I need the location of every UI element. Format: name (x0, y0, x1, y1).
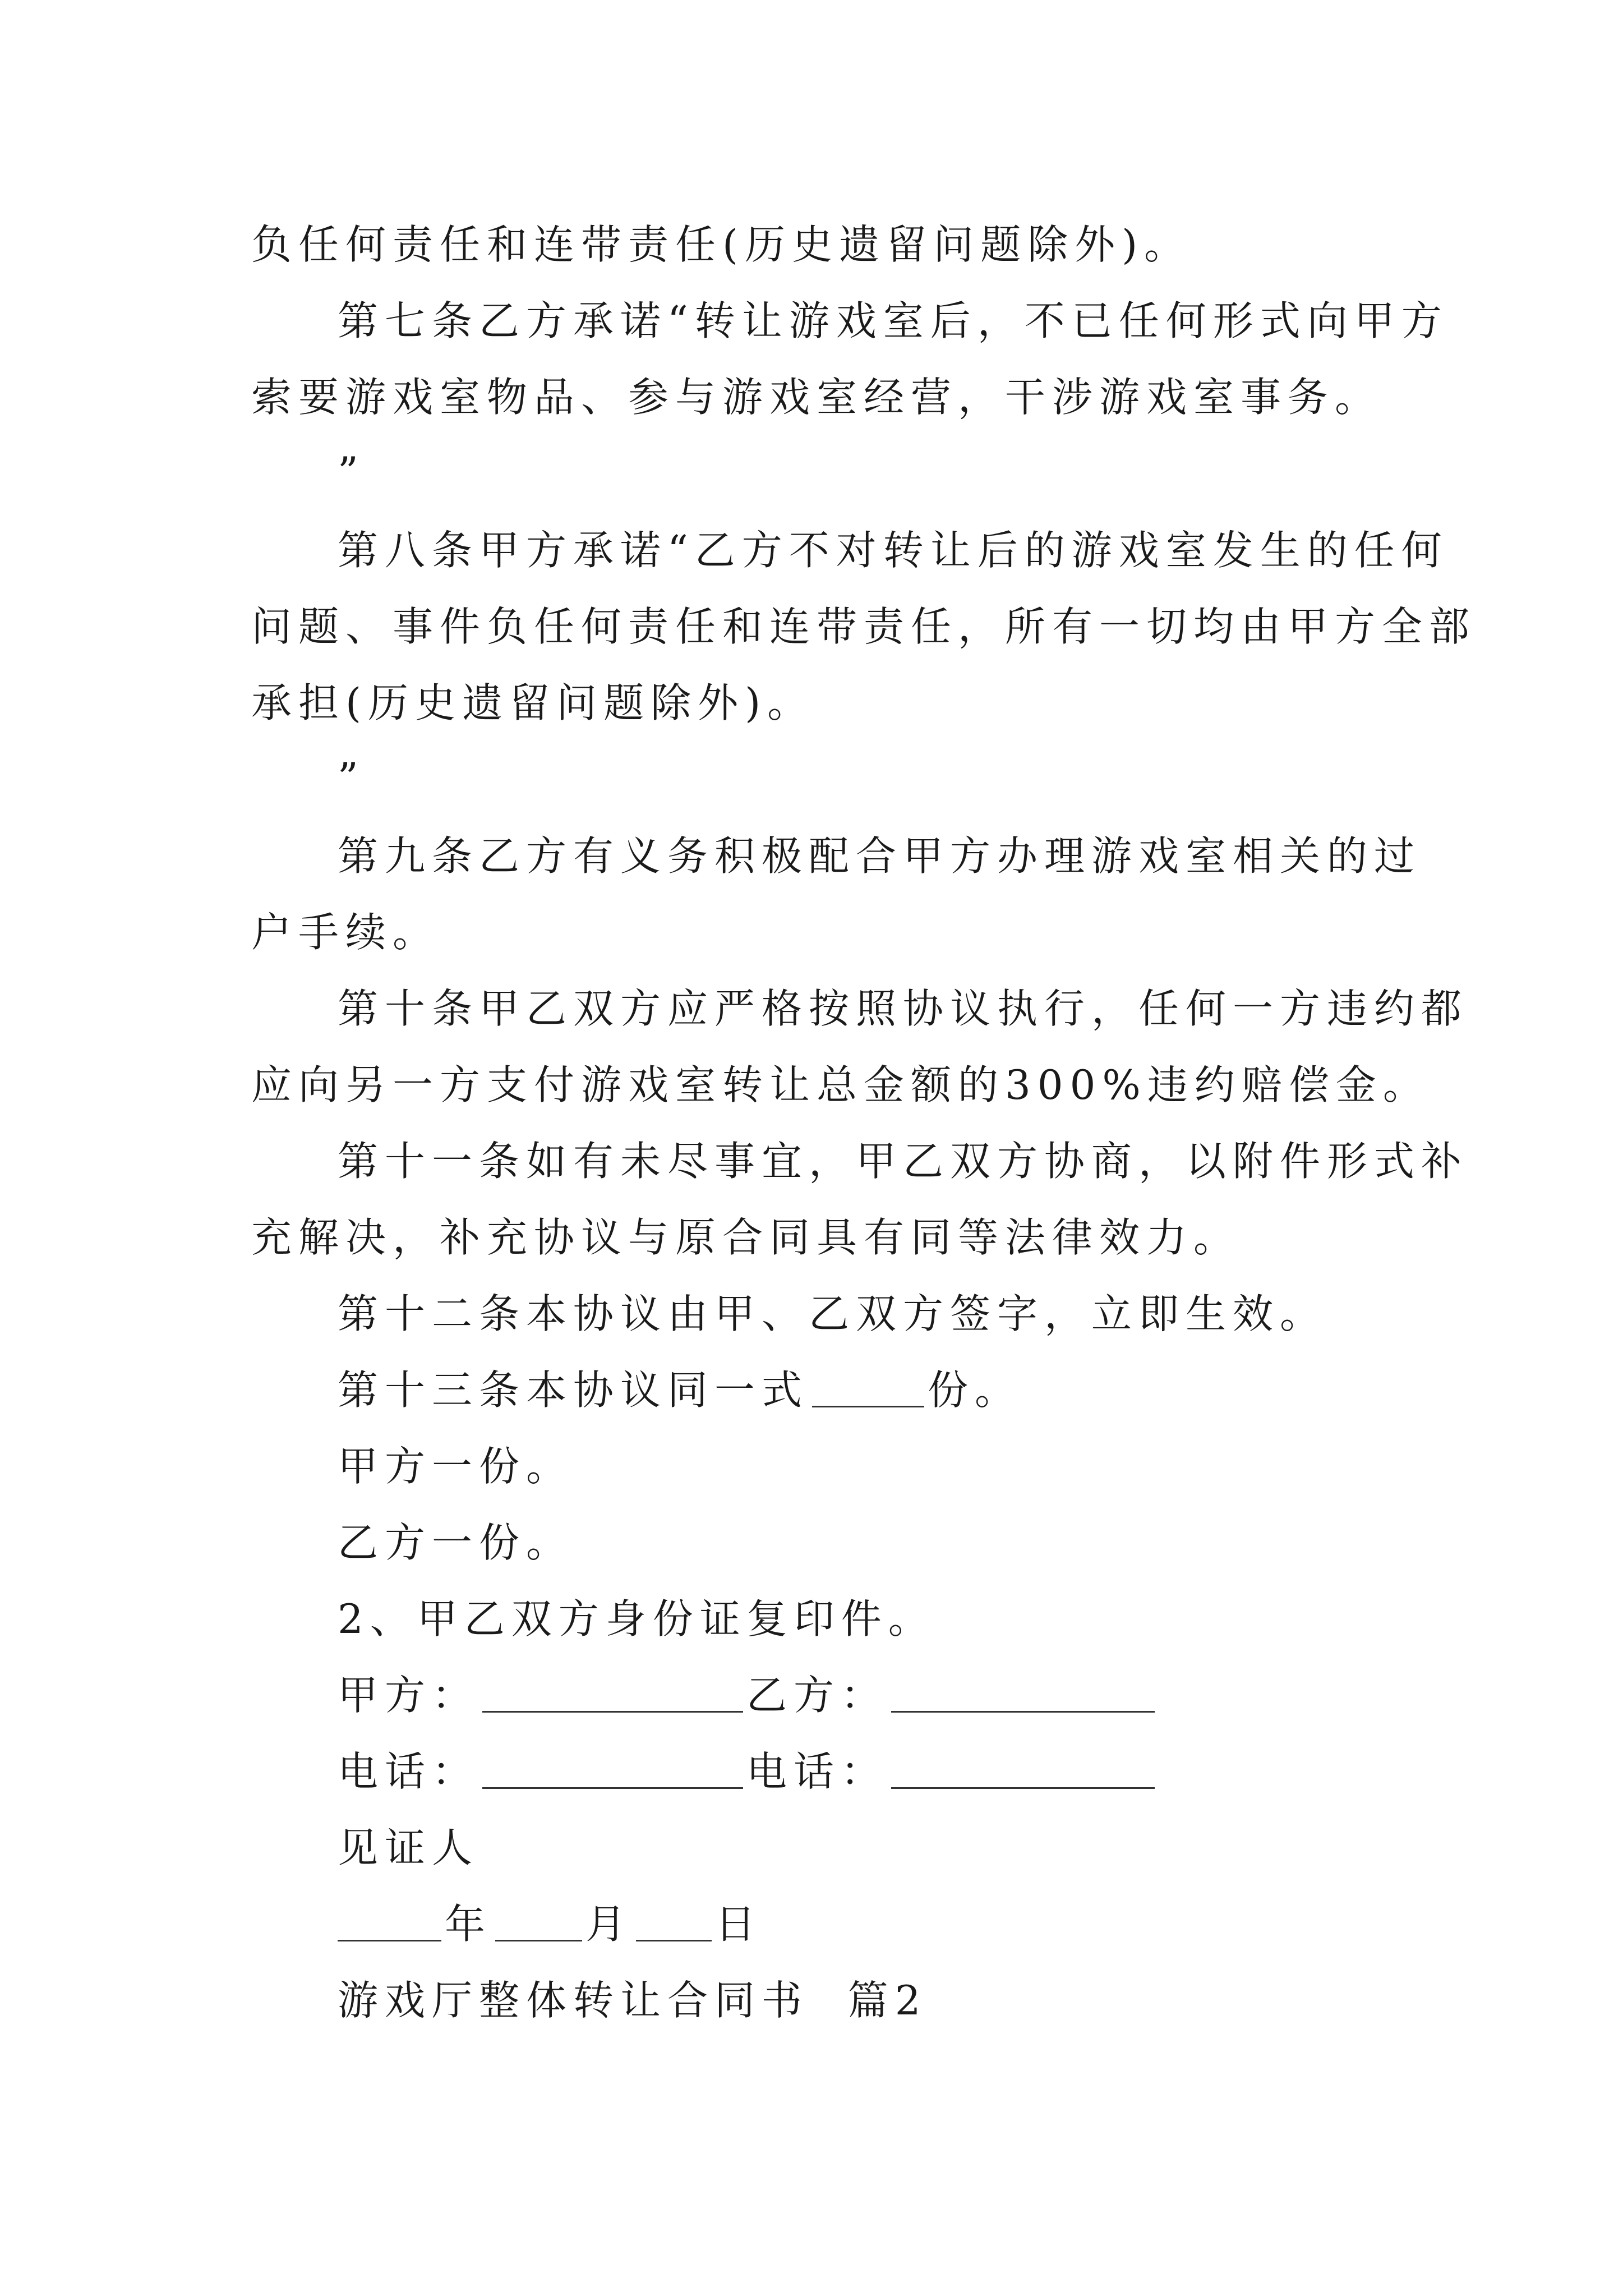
article-13-prefix: 第十三条本协议同一式 (338, 1366, 809, 1414)
signature-row (338, 1672, 1158, 1719)
article-11-line-1: 第十一条如有未尽事宜，甲乙双方协商，以附件形式补 (338, 1138, 1469, 1185)
article-10-line-1: 第十条甲乙双方应严格按照协议执行，任何一方违约都 (338, 985, 1469, 1032)
party-b-copy: 乙方一份。 (338, 1519, 574, 1566)
phone-a-blank[interactable] (482, 1751, 743, 1789)
article-8-line-3: 承担(历史遗留问题除外)。 (251, 679, 815, 726)
article-12: 第十二条本协议由甲、乙双方签字，立即生效。 (338, 1290, 1327, 1337)
article-8-line-1: 第八条甲方承诺“乙方不对转让后的游戏室发生的任何 (338, 527, 1449, 574)
phone-b-blank[interactable] (891, 1751, 1155, 1789)
article-10-line-2: 应向另一方支付游戏室转让总金额的300%违约赔偿金。 (251, 1061, 1430, 1108)
date-row (338, 1901, 763, 1948)
article-7-line-1: 第七条乙方承诺“转让游戏室后，不已任何形式向甲方 (338, 297, 1449, 344)
next-section-title: 游戏厅整体转让合同书 篇2 (338, 1977, 928, 2024)
party-a-label: 甲方： (338, 1672, 479, 1719)
party-a-copy: 甲方一份。 (338, 1443, 574, 1490)
article-9-line-2: 户手续。 (251, 909, 440, 956)
year-label: 年 (445, 1901, 492, 1948)
month-label: 月 (585, 1901, 633, 1948)
witness-label: 见证人 (338, 1824, 479, 1871)
day-label: 日 (715, 1901, 763, 1948)
party-a-blank[interactable] (482, 1675, 743, 1713)
phone-a-label: 电话： (338, 1748, 479, 1795)
month-blank[interactable] (495, 1904, 582, 1941)
article-13-suffix: 份。 (928, 1366, 1022, 1414)
article-11-line-2: 充解决，补充协议与原合同具有同等法律效力。 (251, 1214, 1241, 1261)
text-line-1: 负任何责任和连带责任(历史遗留问题除外)。 (251, 221, 1192, 268)
article-9-line-1: 第九条乙方有义务积极配合甲方办理游戏室相关的过 (338, 832, 1422, 880)
year-blank[interactable] (338, 1904, 441, 1941)
article-7-line-2: 索要游戏室物品、参与游戏室经营，干涉游戏室事务。 (251, 374, 1382, 421)
closing-quote-1: ” (338, 448, 365, 495)
phone-b-label: 电话： (746, 1748, 888, 1795)
party-b-label: 乙方： (746, 1672, 888, 1719)
day-blank[interactable] (636, 1904, 712, 1941)
article-13 (338, 1366, 1022, 1414)
party-b-blank[interactable] (891, 1675, 1155, 1713)
attachment-item: 2、甲乙双方身份证复印件。 (338, 1595, 935, 1642)
article-8-line-2: 问题、事件负任何责任和连带责任，所有一切均由甲方全部 (251, 603, 1477, 650)
phone-row (338, 1748, 1158, 1795)
copies-blank[interactable] (812, 1370, 924, 1407)
closing-quote-2: ” (338, 754, 365, 801)
